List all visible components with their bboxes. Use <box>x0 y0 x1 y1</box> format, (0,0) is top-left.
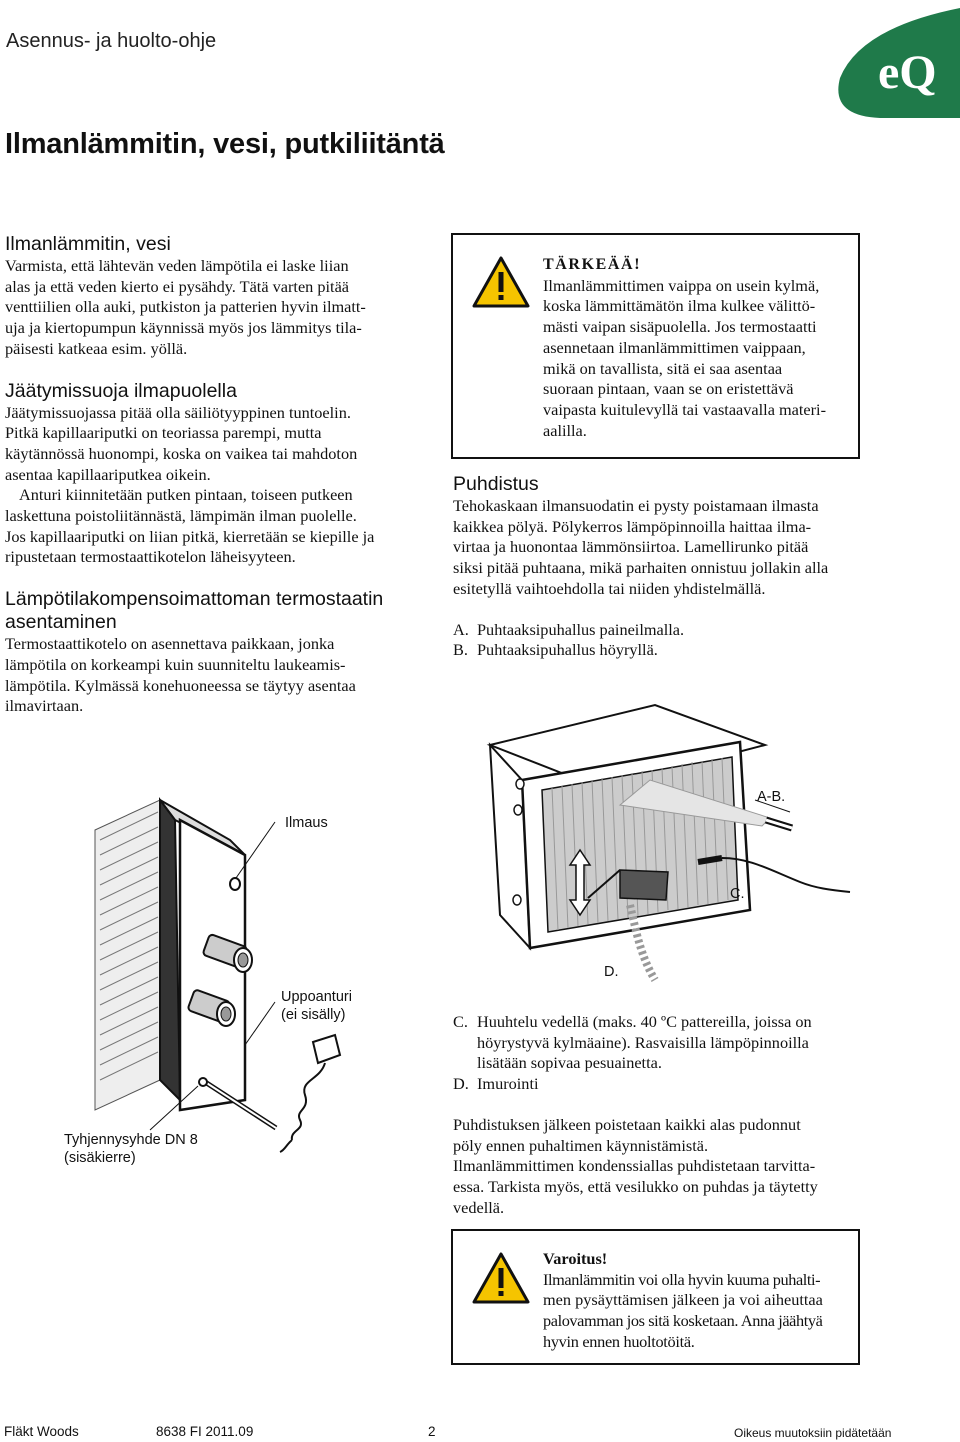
text-line: Pitkä kapillaariputki on teoriassa parempi, mutta <box>5 423 322 443</box>
text-line: venttiilien olla auki, putkiston ja patterien hyvin ilmatt- <box>5 297 366 317</box>
label-line: (ei sisälly) <box>281 1007 346 1023</box>
important-title: TÄRKEÄÄ! <box>543 256 642 273</box>
frost-paragraph-1 <box>5 403 410 486</box>
after-cleaning-paragraph <box>453 1115 863 1219</box>
thermostat-paragraph <box>5 634 410 717</box>
text-line: Ilmanlämmittimen kondenssiallas puhdistetaan tarvitta- <box>453 1156 816 1176</box>
list-key: C. <box>453 1012 468 1031</box>
list-text <box>477 1012 812 1074</box>
document-header-title: Asennus- ja huolto-ohje <box>6 30 217 52</box>
section-heading-heater: Ilmanlämmitin, vesi <box>5 233 171 255</box>
text-line: Varmista, että lähtevän veden lämpötila ei laske liian <box>5 256 349 275</box>
label-c: C. <box>730 886 745 902</box>
warning-text <box>543 1249 848 1353</box>
text-line: aalilla. <box>543 420 587 440</box>
text-line: Puhdistuksen jälkeen poistetaan kaikki alas pudonnut <box>453 1114 801 1134</box>
text-line: pöly ennen puhaltimen käynnistämistä. <box>453 1135 709 1155</box>
cleaning-section-lower <box>453 1012 863 1218</box>
text-line: Ilmanlämmitin voi olla hyvin kuuma puhalti- <box>543 1269 821 1289</box>
text-line: asennetaan ilmanlämmittimen vaippaan, <box>543 337 806 357</box>
text-line: kaikkea pölyä. Pölykerros lämpöpinnoilla haittaa ilma- <box>453 516 812 536</box>
text-line: lämpötila. Kylmässä konehuoneessa se täytyy asentaa <box>5 675 356 695</box>
label-line: (sisäkierre) <box>64 1150 136 1166</box>
list-item <box>453 1074 863 1095</box>
text-line: Huuhtelu vedellä (maks. 40 ºC pattereilla, joissa on <box>477 1012 812 1031</box>
list-text: Imurointi <box>477 1074 539 1094</box>
logo-text: eQ <box>878 46 937 99</box>
text-line: uja ja kiertopumpun käynnissä myös jos lämmitys tila- <box>5 318 362 338</box>
text-line: lämpötila on korkeampi kuin suunniteltu laukeamis- <box>5 654 346 674</box>
important-text <box>543 255 848 441</box>
text-line: vedellä. <box>453 1197 505 1217</box>
label-vent: Ilmaus <box>285 815 328 831</box>
text-line: laskettuna poistoliitännästä, lämpimän ilman puolelle. <box>5 506 357 526</box>
footer-company: Fläkt Woods <box>4 1424 79 1439</box>
text-line: siksi pitää puhtaana, mikä parhaiten onnistuu jollakin alla <box>453 558 829 578</box>
text-line: ilmavirtaan. <box>5 696 84 716</box>
label-immersion-sensor <box>281 988 352 1024</box>
text-line: palovamman jos sitä kosketaan. Anna jäähtyä <box>543 1311 823 1331</box>
text-line: lisätään sopivaa pesuainetta. <box>477 1053 662 1073</box>
footer-rights: Oikeus muutoksiin pidätetään <box>734 1426 892 1440</box>
text-line: höyrystyvä kylmäaine). Rasvaisilla lämpöpinnoilla <box>477 1032 809 1052</box>
heater-installation-figure <box>0 780 420 1180</box>
section-heading-cleaning: Puhdistus <box>453 473 539 495</box>
list-item <box>453 1012 863 1074</box>
heater-paragraph <box>5 256 410 360</box>
heading-line: asentaminen <box>5 611 117 634</box>
warning-title: Varoitus! <box>543 1249 608 1268</box>
text-line: mikä on tavallista, sitä ei saa asentaa <box>543 358 783 378</box>
text-line: Jos kapillaariputki on liian pitkä, kierretään se kiepille ja <box>5 526 375 546</box>
text-line: Anturi kiinnitetään putken pintaan, toiseen putkeen <box>19 485 353 505</box>
frost-paragraph-2 <box>5 485 410 568</box>
text-line: hyvin ennen huoltotöitä. <box>543 1331 695 1351</box>
list-item <box>453 620 863 641</box>
text-line: mästi vaipan sisäpuolella. Jos termostaatti <box>543 317 817 337</box>
text-line: Ilmanlämmittimen vaippa on usein kylmä, <box>543 275 820 295</box>
text-line: Jäätymissuojassa pitää olla säiliötyyppinen tuntoelin. <box>5 402 351 422</box>
label-ab: A-B. <box>757 789 786 805</box>
list-text: Puhtaaksipuhallus paineilmalla. <box>477 619 685 639</box>
text-line: päisesti katkeaa esim. yöllä. <box>5 338 188 358</box>
list-text: Puhtaaksipuhallus höyryllä. <box>477 640 658 660</box>
text-line: essa. Tarkista myös, että vesilukko on puhdas ja täytetty <box>453 1176 818 1196</box>
warning-box <box>451 1229 860 1365</box>
text-line: Tehokaskaan ilmansuodatin ei pysty poistamaan ilmasta <box>453 496 819 515</box>
section-heading-frost: Jäätymissuoja ilmapuolella <box>5 379 237 402</box>
list-key: B. <box>453 640 468 660</box>
cleaning-methods-figure <box>470 700 860 990</box>
left-column <box>5 233 410 717</box>
text-line: ripustetaan termostaattikotelon läheisyyteen. <box>5 547 296 567</box>
text-line: men pysäyttämisen jälkeen ja voi aiheuttaa <box>543 1290 823 1310</box>
text-line: asentaa kapillaariputkea oikein. <box>5 464 211 484</box>
text-line: esitetyllä vaihtoehdolla tai niiden yhdistelmällä. <box>453 578 766 598</box>
text-line: alas ja että veden kierto ei pysähdy. Tätä varten pitää <box>5 276 350 296</box>
text-line: käytännössä huonompi, koska on vaikea tai mahdoton <box>5 443 358 463</box>
page-title: Ilmanlämmitin, vesi, putkiliitäntä <box>5 128 445 160</box>
list-key: D. <box>453 1074 469 1094</box>
footer-page-number: 2 <box>428 1424 436 1439</box>
cleaning-paragraph <box>453 496 863 600</box>
label-drain-connection <box>64 1131 198 1167</box>
section-heading-thermostat <box>5 588 410 634</box>
warning-icon <box>471 1251 531 1310</box>
label-line: Tyhjennysyhde DN 8 <box>64 1132 198 1148</box>
text-line: Termostaattikotelo on asennettava paikkaan, jonka <box>5 634 335 654</box>
list-item <box>453 640 863 661</box>
text-line: suoraan pintaan, vaan se on eristettävä <box>543 379 794 399</box>
brand-logo <box>820 8 960 123</box>
text-line: koska lämmittämätön ilma kulkee välittö- <box>543 296 816 316</box>
heading-line: Lämpötilakompensoimattoman termostaatin <box>5 588 384 611</box>
important-notice-box <box>451 233 860 459</box>
text-line: vaipasta kuitulevyllä tai vastaavalla materi- <box>543 399 826 419</box>
text-line: virtaa ja huonontaa lämmönsiirtoa. Lamellirunko pitää <box>453 537 809 557</box>
cleaning-section <box>453 473 863 661</box>
label-d: D. <box>604 964 619 980</box>
list-key: A. <box>453 619 469 639</box>
footer-doc-code: 8638 FI 2011.09 <box>156 1424 254 1439</box>
label-line: Uppoanturi <box>281 989 352 1005</box>
warning-icon <box>471 255 531 314</box>
